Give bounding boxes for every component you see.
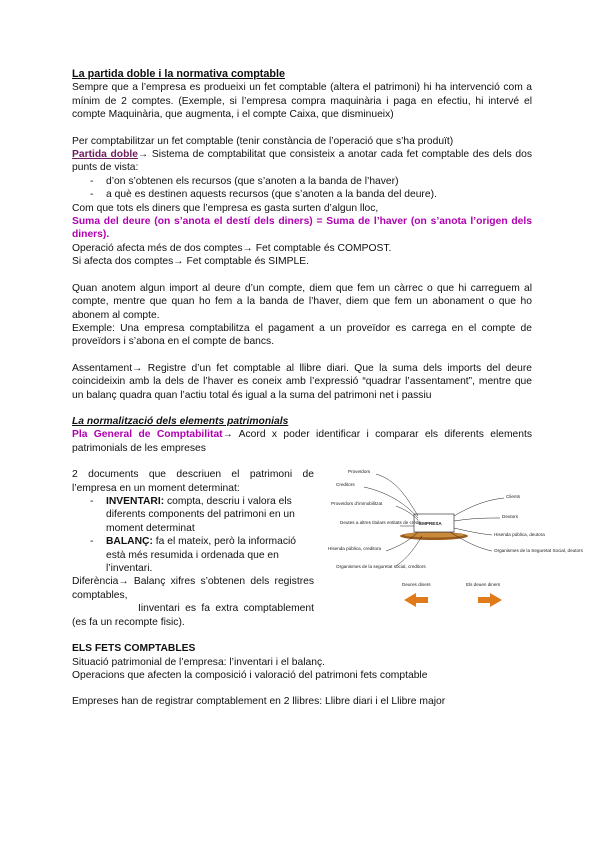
right-arrow-icon [478, 593, 502, 607]
connector-line [376, 474, 418, 516]
balanc-label: BALANÇ: [106, 536, 153, 548]
list-item [90, 535, 314, 575]
fets-line-2: Operacions que afecten la composició i valoració del patrimoni fets comptable [72, 669, 428, 681]
carrec-paragraph: Quan anotem algun import al deure d’un compte, diem que fem un càrrec o que hi carreguem al compte, mentre que quan ho fem a la banda de l’haver, diem que fem un abonament o que ho abonem al compte. [72, 282, 532, 321]
documents-section [72, 468, 583, 642]
partida-doble-term: Partida doble [72, 149, 138, 161]
bottom-right-label: Els deuen diners [466, 582, 501, 588]
document-page [72, 68, 583, 709]
documents-intro: 2 documents que descriuen el patrimoni de l’empresa en un moment determinat: [72, 469, 314, 494]
balanc-text: fa el mateix, però la informació està més resumida i ordenada que en l’inventari. [106, 536, 296, 574]
pgc-definition [72, 428, 532, 455]
normalitzacio-heading: La normalització dels elements patrimonials [72, 415, 289, 427]
fets-heading: ELS FETS COMPTABLES [72, 643, 196, 655]
left-label: Creditors [336, 482, 355, 488]
inventari-label: INVENTARI: [106, 495, 165, 507]
left-label: Proveïdors [348, 469, 371, 475]
documents-text [72, 468, 314, 629]
list-item: - a què es destinen aquests recursos (que s’anoten a la banda del deure). [90, 188, 532, 201]
diagram-svg [326, 466, 583, 612]
inventari-extra: Iinventari es fa extra comptablement (es fa un recompte fisic). [72, 603, 314, 628]
list-item: - d’on s’obtenen els recursos (que s’anoten a la banda de l’haver) [90, 175, 532, 188]
patrimoni-diagram [326, 466, 583, 612]
right-label: Deutors [502, 514, 519, 520]
left-label: Organismes de la seguretat social, creditors [336, 564, 426, 570]
exemple-paragraph: Exemple: Una empresa comptabilitza el pagament a un proveïdor es carrega en el compte de proveïdors i s’abona en el compte de bancs. [72, 322, 532, 348]
assentament-paragraph: Assentament→ Registre d’un fet comptable al llibre diari. Que la suma dels imports del deure coincideixin amb la dels de l’haver es coneix amb l’expressió “quadrar l’assentament”, mentre que un balanç quadra quan l’actiu total és igual a la suma del patrimoni net i passiu [72, 362, 532, 401]
partida-doble-definition [72, 148, 532, 175]
left-label: Proveïdors d’immobilitzat [331, 501, 383, 507]
documents-list [72, 495, 314, 575]
simple-line: Si afecta dos comptes→ Fet comptable és SIMPLE. [72, 256, 309, 268]
left-label: Hisenda pública, creditora [328, 546, 382, 552]
partida-doble-def: → Sistema de comptabilitat que consisteix a anotar cada fet comptable des dels dos punts de vista: [72, 149, 532, 174]
partida-after: Com que tots els diners que l’empresa es gasta surten d’algun lloc, [72, 202, 379, 214]
diferencia-line: Diferència→ Balanç xifres s’obtenen dels registres comptables, [72, 576, 314, 601]
fets-line-1: Situació patrimonial de l’empresa: l’inventari i el balanç. [72, 656, 325, 668]
partida-doble-list [72, 175, 532, 202]
compost-line: Operació afecta més de dos comptes→ Fet comptable és COMPOST. [72, 242, 392, 254]
pgc-def: → Acord x poder identificar i comparar els diferents elements patrimonials de les empreses [72, 429, 532, 454]
intro-paragraph: Sempre que a l’empresa es produeixi un fet comptable (altera el patrimoni) hi ha intervenció com a mínim de 2 comptes. (Exemple, si l’empresa compra maquinària i paga en efectiu, hi intervé el compte Maquinària, que augmenta, i el compte Caixa, que disminueix) [72, 82, 532, 121]
right-label: Clients [506, 494, 521, 500]
empresa-label: EMPRESA [419, 521, 442, 527]
record-line: Per comptabilitzar un fet comptable (tenir constància de l’operació que s’ha produït) [72, 135, 454, 147]
page-title: La partida doble i la normativa comptable [72, 68, 285, 80]
left-label: Deutes a altres titulars entitats de crèdit [340, 520, 421, 526]
right-label: Organismes de la Seguretat Social, deutors [494, 548, 583, 554]
bottom-left-label: Deures diners [402, 582, 431, 588]
right-label: Hisenda pública, deutora [494, 532, 545, 538]
connector-line [454, 518, 500, 521]
connector-line [396, 536, 422, 566]
connector-line [454, 498, 504, 516]
fets-line-3: Empreses han de registrar comptablement en 2 llibres: Llibre diari i el Llibre major [72, 696, 446, 708]
inventari-text: compta, descriu i valora els diferents components del patrimoni en un moment determinat [106, 495, 295, 534]
list-item [90, 495, 314, 535]
pgc-term: Pla General de Comptabilitat [72, 429, 223, 441]
partida-rule: Suma del deure (on s’anota el destí dels diners) = Suma de l’haver (on s’anota l’origen dels diners). [72, 216, 532, 241]
left-arrow-icon [404, 593, 428, 607]
